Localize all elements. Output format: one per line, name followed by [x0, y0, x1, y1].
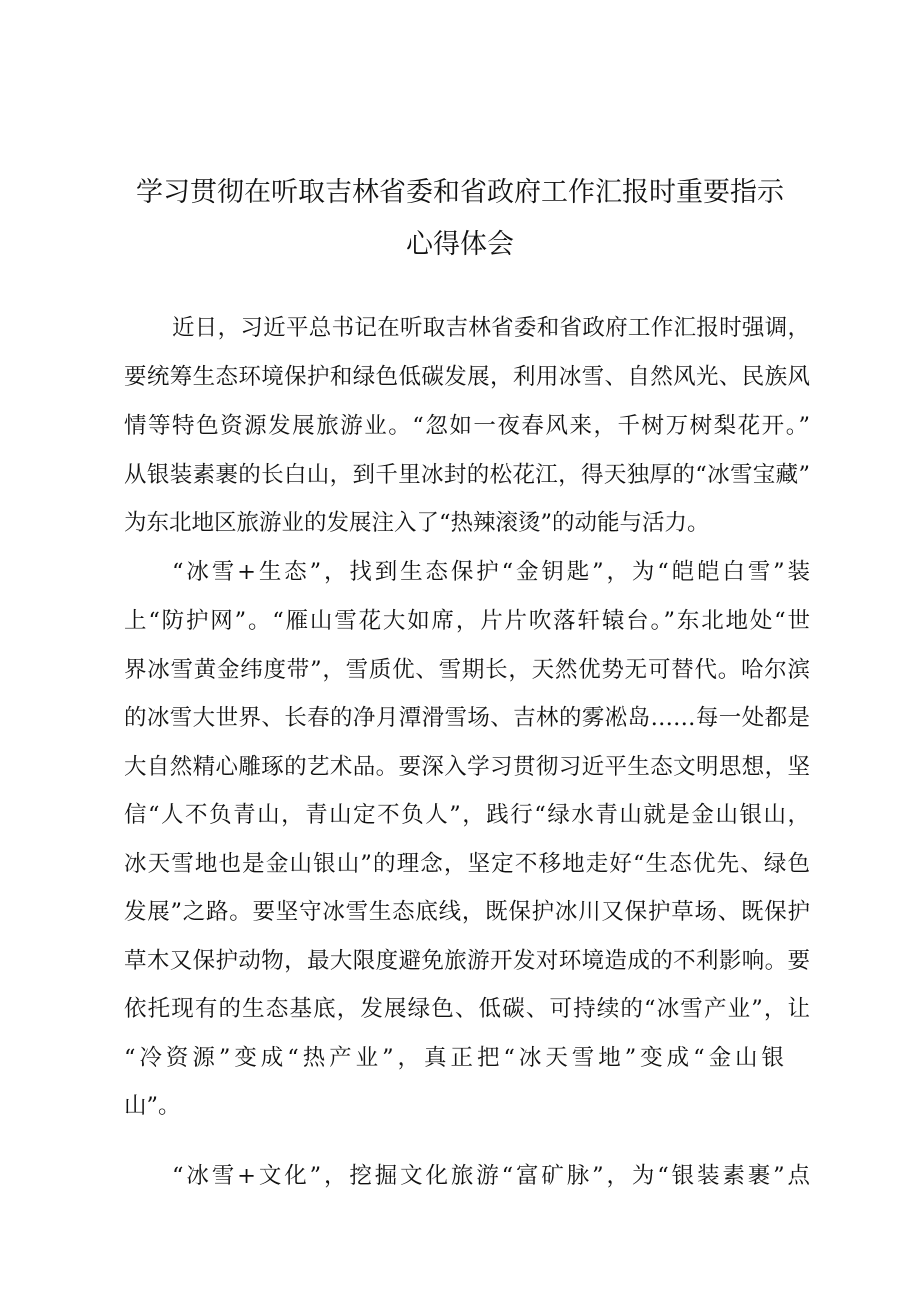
paragraph-2-line-8: 发展”之路。要坚守冰雪生态底线，既保护冰川又保护草场、既保护: [124, 899, 810, 925]
paragraph-1-line-2: 要统筹生态环境保护和绿色低碳发展，利用冰雪、自然风光、民族风: [124, 364, 810, 390]
paragraph-2-line-2: 上“防护网”。“雁山雪花大如席，片片吹落轩辕台。”东北地处“世: [124, 608, 810, 634]
paragraph-2-line-1: “冰雪+生态”，找到生态保护“金钥匙”，为“皑皑白雪”装: [172, 559, 810, 585]
paragraph-2-line-11: “冷资源”变成“热产业”，真正把“冰天雪地”变成“金山银: [124, 1045, 784, 1071]
document-title-line-1: 学习贯彻在听取吉林省委和省政府工作汇报时重要指示: [136, 177, 784, 208]
paragraph-2-line-5: 大自然精心雕琢的艺术品。要深入学习贯彻习近平生态文明思想，坚: [124, 754, 810, 780]
paragraph-1-line-3: 情等特色资源发展旅游业。“忽如一夜春风来，千树万树梨花开。”: [124, 413, 810, 439]
paragraph-2-line-9: 草木又保护动物，最大限度避免旅游开发对环境造成的不利影响。要: [124, 948, 810, 974]
paragraph-2-line-7: 冰天雪地也是金山银山”的理念，坚定不移地走好“生态优先、绿色: [124, 851, 810, 877]
document-title-line-2: 心得体会: [406, 229, 514, 260]
paragraph-3-line-1: “冰雪+文化”，挖掘文化旅游“富矿脉”，为“银装素裹”点: [172, 1163, 810, 1189]
paragraph-2-line-4: 的冰雪大世界、长春的净月潭滑雪场、吉林的雾凇岛……每一处都是: [124, 705, 810, 731]
paragraph-1-line-4: 从银装素裹的长白山，到千里冰封的松花江，得天独厚的“冰雪宝藏”: [124, 462, 810, 488]
paragraph-2-line-10: 依托现有的生态基底，发展绿色、低碳、可持续的“冰雪产业”，让: [124, 996, 810, 1022]
paragraph-1-line-1: 近日，习近平总书记在听取吉林省委和省政府工作汇报时强调，: [172, 315, 810, 341]
paragraph-2-line-12: 山”。: [124, 1093, 181, 1119]
paragraph-2-line-3: 界冰雪黄金纬度带”，雪质优、雪期长，天然优势无可替代。哈尔滨: [124, 657, 810, 683]
paragraph-1-line-5: 为东北地区旅游业的发展注入了“热辣滚烫”的动能与活力。: [124, 510, 710, 536]
paragraph-2-line-6: 信“人不负青山，青山定不负人”，践行“绿水青山就是金山银山，: [124, 802, 810, 828]
